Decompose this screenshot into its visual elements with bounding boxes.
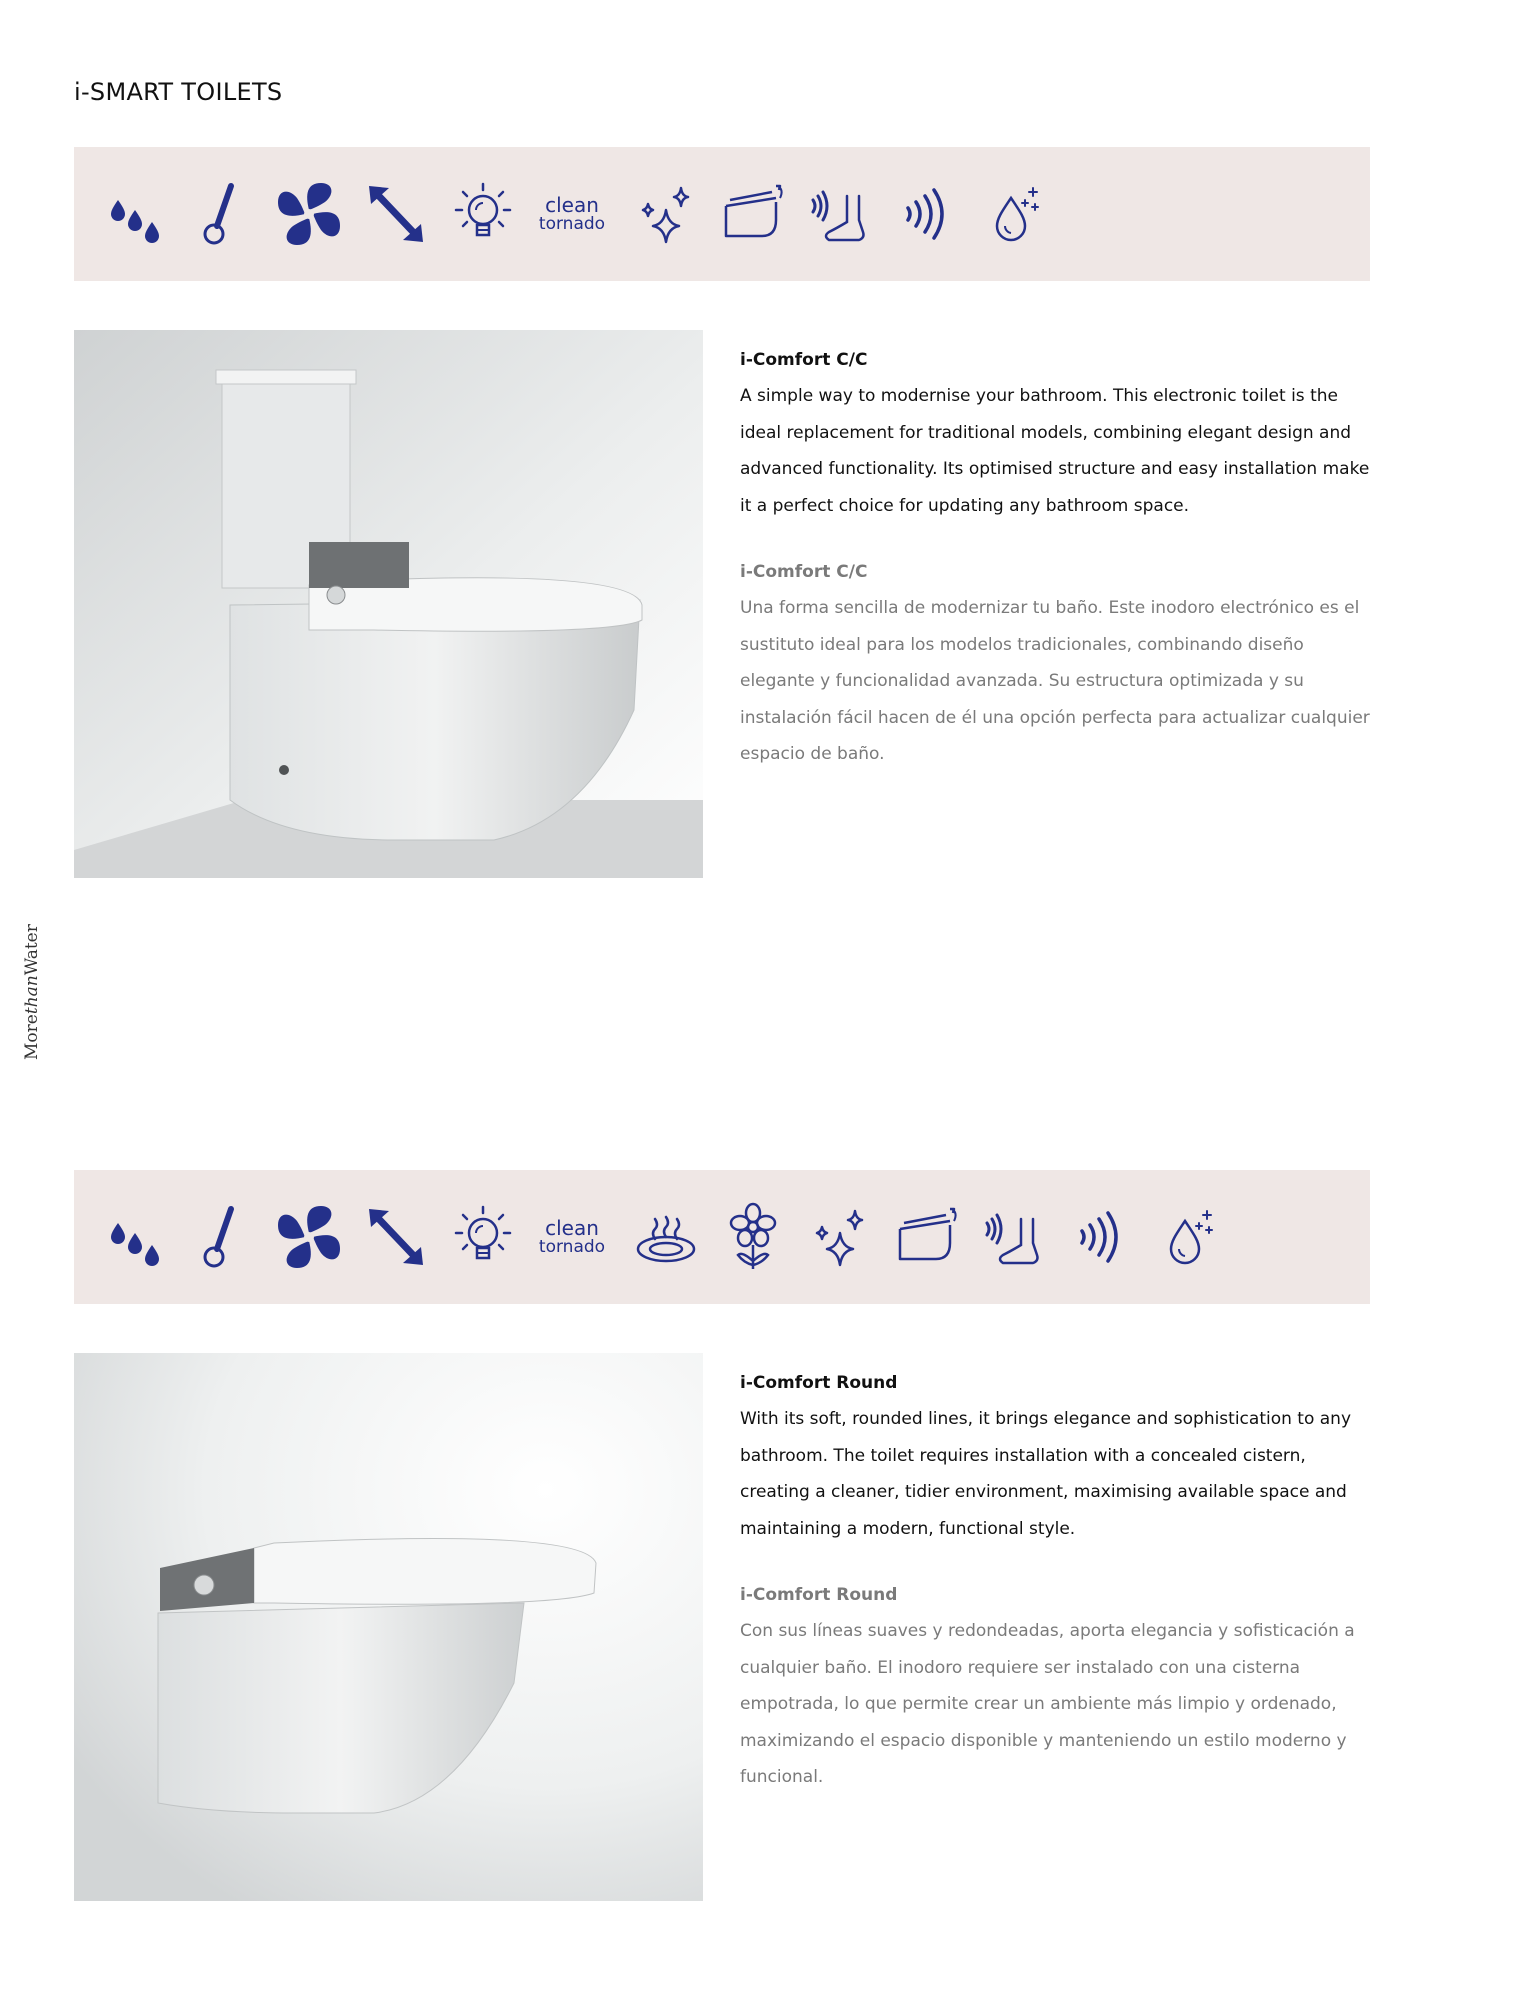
- product-description-icomfort-round: [740, 1371, 1380, 1832]
- product-description-icomfort-cc: [740, 348, 1380, 809]
- water-saving-icon: [981, 176, 1047, 252]
- foot-sensor-icon: [981, 1199, 1047, 1275]
- product-name-en: i-Comfort C/C: [740, 350, 868, 370]
- brand-side-label: [22, 924, 42, 1060]
- product-desc-en: With its soft, rounded lines, it brings elegance and sophistication to any bathroom. The toilet requires installation with a concealed cistern, creating a cleaner, tidier environment, maximising available space and maintaining a modern, functional style.: [740, 1409, 1352, 1539]
- clean-label: clean: [545, 1215, 599, 1240]
- clean-label: clean: [545, 192, 599, 217]
- night-light-icon: [450, 176, 516, 252]
- product-desc-en: A simple way to modernise your bathroom. This electronic toilet is the ideal replacement for traditional models, combining elegant design and advanced functionality. Its optimised structure and easy installation make it a perfect choice for updating any bathroom space.: [740, 386, 1370, 516]
- heated-seat-icon: [633, 1199, 699, 1275]
- tornado-label: tornado: [538, 213, 606, 234]
- fan-icon: [276, 1199, 342, 1275]
- adjust-arrows-icon: [363, 176, 429, 252]
- remote-signal-icon: [1068, 1199, 1134, 1275]
- clean-tornado-icon: [532, 192, 612, 234]
- brand-label-italic: than: [22, 975, 42, 1015]
- product-photo-icomfort-cc: [74, 330, 703, 878]
- thermometer-icon: [189, 1199, 255, 1275]
- product-photo-icomfort-round: [74, 1353, 703, 1901]
- adjust-arrows-icon: [363, 1199, 429, 1275]
- thermometer-icon: [189, 176, 255, 252]
- soft-close-lid-icon: [720, 176, 786, 252]
- water-drops-icon: [102, 1199, 168, 1275]
- clean-tornado-icon: [532, 1215, 612, 1257]
- product-desc-es: Con sus líneas suaves y redondeadas, aporta elegancia y sofisticación a cualquier baño. El inodoro requiere ser instalado con una cisterna empotrada, lo que permite crear un ambiente más limpio y ordenado, maximizando el espacio disponible y manteniendo un estilo moderno y funcional.: [740, 1621, 1355, 1787]
- fan-icon: [276, 176, 342, 252]
- sparkle-clean-icon: [807, 1199, 873, 1275]
- sparkle-clean-icon: [633, 176, 699, 252]
- product-name-es: i-Comfort Round: [740, 1585, 898, 1605]
- brand-label-prefix: More: [22, 1014, 42, 1060]
- page-title: i-SMART TOILETS: [74, 78, 283, 106]
- tornado-label: tornado: [538, 1236, 606, 1257]
- night-light-icon: [450, 1199, 516, 1275]
- soft-close-lid-icon: [894, 1199, 960, 1275]
- product-name-es: i-Comfort C/C: [740, 562, 868, 582]
- remote-signal-icon: [894, 176, 960, 252]
- brand-label-suffix: Water: [22, 924, 42, 976]
- product-desc-es: Una forma sencilla de modernizar tu baño. Este inodoro electrónico es el sustituto ideal para los modelos tradicionales, combinando diseño elegante y funcionalidad avanzada. Su estructura optimizada y su instalación fácil hacen de él una opción perfecta para actualizar cualquier espacio de baño.: [740, 598, 1370, 764]
- foot-sensor-icon: [807, 176, 873, 252]
- fragrance-flower-icon: [720, 1199, 786, 1275]
- feature-icons-bar-2: [74, 1170, 1370, 1304]
- water-saving-icon: [1155, 1199, 1221, 1275]
- product-name-en: i-Comfort Round: [740, 1373, 898, 1393]
- feature-icons-bar-1: [74, 147, 1370, 281]
- water-drops-icon: [102, 176, 168, 252]
